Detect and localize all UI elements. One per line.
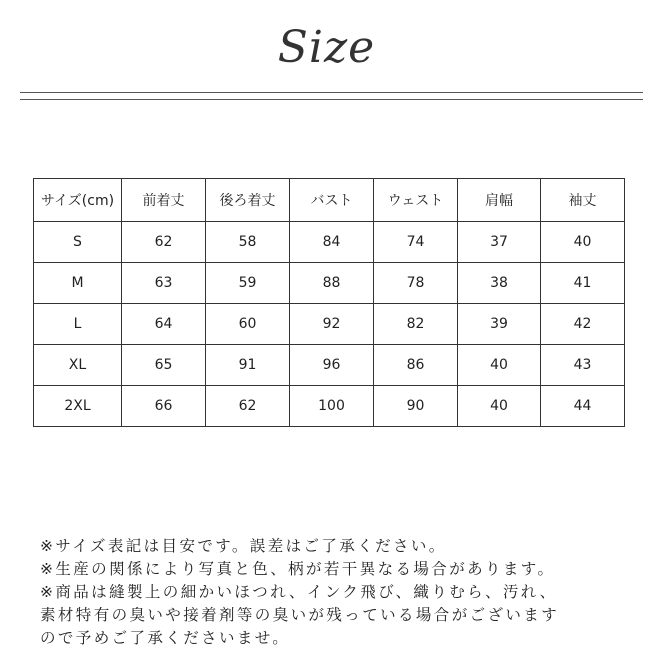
header-bust: バスト <box>290 179 374 222</box>
header-size: サイズ(cm) <box>34 179 122 222</box>
header-waist: ウェスト <box>374 179 458 222</box>
table-cell: 44 <box>541 386 625 427</box>
table-cell: 41 <box>541 263 625 304</box>
header-back-length: 後ろ着丈 <box>206 179 290 222</box>
table-row <box>34 386 625 427</box>
table-cell: 74 <box>374 222 458 263</box>
table-cell: 58 <box>206 222 290 263</box>
table-cell: 84 <box>290 222 374 263</box>
table-cell: 91 <box>206 345 290 386</box>
table-cell: 96 <box>290 345 374 386</box>
note-line: 素材特有の臭いや接着剤等の臭いが残っている場合がございます <box>40 606 560 624</box>
table-cell: 37 <box>458 222 541 263</box>
table-cell: 66 <box>122 386 206 427</box>
note-line: ※サイズ表記は目安です。誤差はご了承ください。 <box>40 537 447 555</box>
header-sleeve: 袖丈 <box>541 179 625 222</box>
table-cell: 2XL <box>34 386 122 427</box>
table-row <box>34 345 625 386</box>
table-cell: 40 <box>541 222 625 263</box>
table-cell: 63 <box>122 263 206 304</box>
table-cell: 100 <box>290 386 374 427</box>
table-header-row <box>34 179 625 222</box>
table-cell: 42 <box>541 304 625 345</box>
page-title: Size <box>277 22 376 73</box>
header-front-length: 前着丈 <box>122 179 206 222</box>
header-shoulder: 肩幅 <box>458 179 541 222</box>
note-line: ※生産の関係により写真と色、柄が若干異なる場合があります。 <box>40 560 556 578</box>
table-cell: 39 <box>458 304 541 345</box>
table-cell: 82 <box>374 304 458 345</box>
title-divider-bottom <box>20 99 643 100</box>
table-cell: 86 <box>374 345 458 386</box>
table-row <box>34 263 625 304</box>
table-cell: 65 <box>122 345 206 386</box>
table-cell: 43 <box>541 345 625 386</box>
table-cell: 62 <box>122 222 206 263</box>
size-table <box>33 178 625 427</box>
notes <box>40 535 650 650</box>
table-cell: XL <box>34 345 122 386</box>
table-cell: 92 <box>290 304 374 345</box>
table-cell: 64 <box>122 304 206 345</box>
table-cell: L <box>34 304 122 345</box>
table-cell: 60 <box>206 304 290 345</box>
table-cell: 78 <box>374 263 458 304</box>
table-cell: M <box>34 263 122 304</box>
table-cell: 62 <box>206 386 290 427</box>
table-cell: 59 <box>206 263 290 304</box>
table-row <box>34 304 625 345</box>
note-line: ので予めご了承くださいませ。 <box>40 629 291 647</box>
table-cell: 38 <box>458 263 541 304</box>
table-cell: 88 <box>290 263 374 304</box>
table-cell: 40 <box>458 386 541 427</box>
table-cell: 40 <box>458 345 541 386</box>
table-cell: 90 <box>374 386 458 427</box>
note-line: ※商品は縫製上の細かいほつれ、インク飛び、織りむら、汚れ、 <box>40 583 558 601</box>
table-cell: S <box>34 222 122 263</box>
title-divider-top <box>20 92 643 93</box>
table-row <box>34 222 625 263</box>
